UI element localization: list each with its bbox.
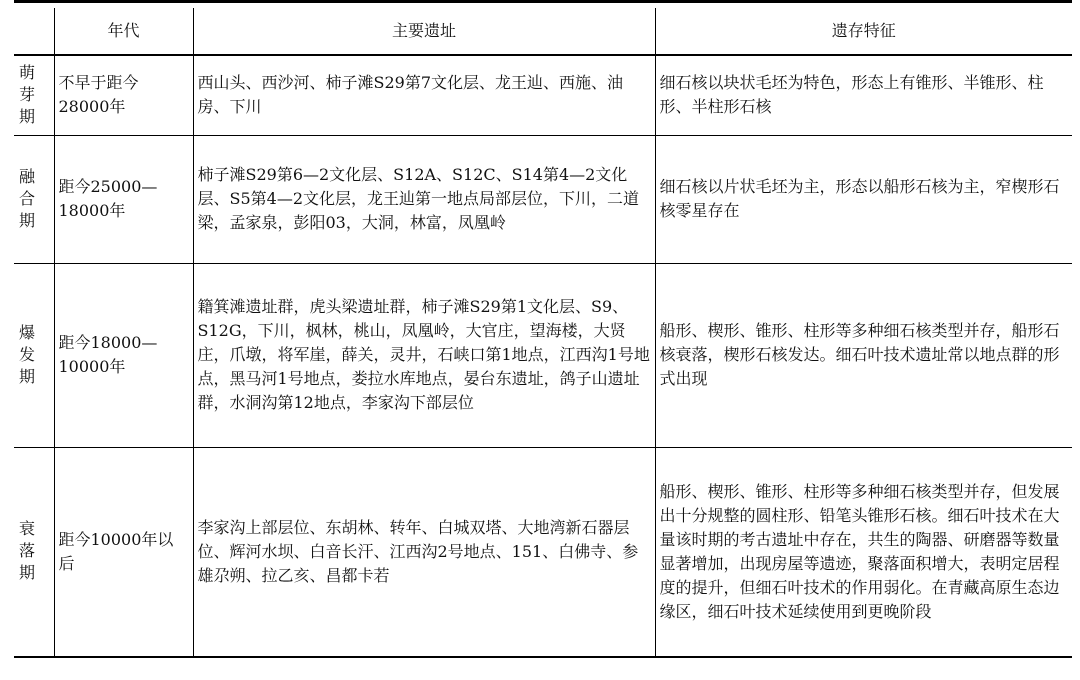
sites-cell: 李家沟上部层位、东胡林、转年、白城双塔、大地湾新石器层位、辉河水坝、白音长汗、江西沟2号地点、151、白佛寺、参雄尕朔、拉乙亥、昌都卡若: [193, 447, 655, 657]
period-cell: [14, 135, 54, 263]
sites-cell: 籍箕滩遗址群，虎头梁遗址群，柿子滩S29第1文化层、S9、S12G，下川，枫林，桃山，凤凰岭，大官庄，望海楼，大贤庄，爪墩，将军崖，薛关，灵井，石峡口第1地点，江西沟1号地点，黑马河1号地点，娄拉水库地点，晏台东遗址，鸽子山遗址群，水洞沟第12地点，李家沟下部层位: [193, 263, 655, 447]
era-cell: 距今25000—18000年: [54, 135, 193, 263]
sites-cell: 柿子滩S29第6—2文化层、S12A、S12C、S14第4—2文化层、S5第4—2文化层，龙王辿第一地点局部层位，下川，二道梁，孟家泉，彭阳03，大洞，林富，凤凰岭: [193, 135, 655, 263]
header-traits: 遗存特征: [655, 8, 1072, 55]
period-cell: [14, 263, 54, 447]
header-era: 年代: [54, 8, 193, 55]
table-row: [14, 447, 1072, 657]
period-label: 融合期: [18, 166, 35, 230]
traits-cell: 船形、楔形、锥形、柱形等多种细石核类型并存，但发展出十分规整的圆柱形、铅笔头锥形石核。细石叶技术在大量该时期的考古遗址中存在，共生的陶器、研磨器等数量显著增加，出现房屋等遗迹，聚落面积增大，表明定居程度的提升，但细石叶技术的作用弱化。在青藏高原生态边缘区，细石叶技术延续使用到更晚阶段: [655, 447, 1072, 657]
era-cell: 距今18000—10000年: [54, 263, 193, 447]
microblade-periods-table: [14, 8, 1072, 658]
table-row: [14, 135, 1072, 263]
era-cell: 不早于距今28000年: [54, 55, 193, 135]
sites-cell: 西山头、西沙河、柿子滩S29第7文化层、龙王辿、西施、油房、下川: [193, 55, 655, 135]
table-header-row: [14, 8, 1072, 55]
era-cell: 距今10000年以后: [54, 447, 193, 657]
table-row: [14, 263, 1072, 447]
header-period: [14, 8, 54, 55]
top-rule: [14, 0, 1072, 3]
traits-cell: 细石核以块状毛坯为特色，形态上有锥形、半锥形、柱形、半柱形石核: [655, 55, 1072, 135]
header-sites: 主要遗址: [193, 8, 655, 55]
period-label: 爆发期: [18, 322, 35, 386]
period-label: 萌芽期: [18, 62, 35, 126]
traits-cell: 船形、楔形、锥形、柱形等多种细石核类型并存，船形石核衰落，楔形石核发达。细石叶技术遗址常以地点群的形式出现: [655, 263, 1072, 447]
period-cell: [14, 447, 54, 657]
traits-cell: 细石核以片状毛坯为主，形态以船形石核为主，窄楔形石核零星存在: [655, 135, 1072, 263]
table-row: [14, 55, 1072, 135]
period-label: 衰落期: [18, 519, 35, 583]
period-cell: [14, 55, 54, 135]
